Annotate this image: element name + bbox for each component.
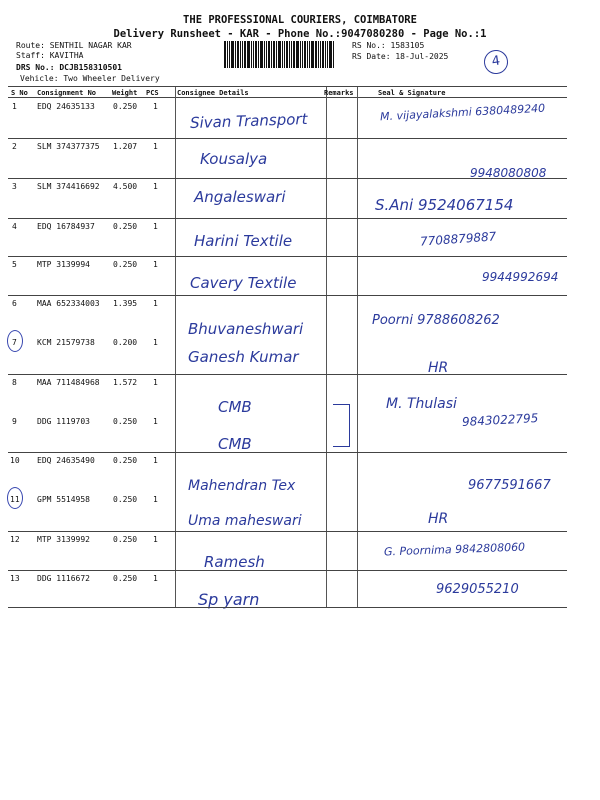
row-pcs: 1 (153, 182, 158, 191)
barcode-bar (240, 41, 241, 68)
row-pcs: 1 (153, 574, 158, 583)
row-consignment: MAA 711484968 (37, 378, 100, 387)
row-sno: 1 (12, 102, 17, 111)
row-weight: 0.250 (113, 222, 138, 231)
table-row (0, 413, 600, 453)
row-consignment: GPM 5514958 (37, 495, 90, 504)
row-weight: 0.200 (113, 338, 138, 347)
row-divider (8, 178, 567, 179)
row-sno: 5 (12, 260, 17, 269)
row-divider (8, 531, 567, 532)
row-consignee: Ramesh (204, 553, 265, 571)
row-divider (8, 570, 567, 571)
col-remarks: Remarks (324, 89, 354, 97)
row-consignment: SLM 374377375 (37, 142, 100, 151)
row-signature: M. vijayalakshmi 6380489240 (379, 101, 546, 124)
row-signature: 7708879887 (419, 229, 497, 249)
row-signature: HR (428, 511, 449, 527)
table-row (0, 295, 600, 338)
row-consignee: CMB (218, 398, 252, 416)
barcode-bar (284, 41, 285, 68)
row-signature: 9948080808 (470, 166, 547, 180)
barcode-bar (307, 41, 308, 68)
barcode-bar (309, 41, 310, 68)
row-sno: 13 (10, 574, 20, 583)
col-sno: S No (11, 89, 28, 97)
barcode (224, 41, 344, 68)
row-weight: 0.250 (113, 574, 138, 583)
rs-date-value: 18-Jul-2025 (395, 52, 449, 61)
staff-value: KAVITHA (49, 51, 84, 60)
row-consignee: Bhuvaneshwari (188, 320, 304, 338)
barcode-bar (278, 41, 281, 68)
row-consignment: DDG 1119703 (37, 417, 90, 426)
barcode-bar (315, 41, 317, 68)
row-sno: 6 (12, 299, 17, 308)
table-row (0, 531, 600, 571)
table-row (0, 334, 600, 374)
col-pcs: PCS (146, 89, 159, 97)
row-weight: 0.250 (113, 456, 138, 465)
barcode-bar (329, 41, 332, 68)
barcode-bar (296, 41, 299, 68)
row-weight: 1.395 (113, 299, 138, 308)
vehicle-value: Two Wheeler Delivery (63, 74, 160, 83)
row-weight: 1.572 (113, 378, 138, 387)
table-row (0, 98, 600, 138)
row-signature: 9843022795 (461, 411, 539, 429)
barcode-bar (311, 41, 314, 68)
barcode-bar (322, 41, 324, 68)
row-consignment: EDQ 24635133 (37, 102, 95, 111)
route-line: Route: SENTHIL NAGAR KAR (16, 41, 132, 50)
row-sno: 11 (10, 495, 20, 504)
table-row (0, 218, 600, 258)
barcode-bar (253, 41, 254, 68)
barcode-bar (304, 41, 306, 68)
vehicle-line: Vehicle: Two Wheeler Delivery (20, 74, 160, 83)
barcode-bar (251, 41, 252, 68)
row-signature: Poorni 9788608262 (372, 313, 500, 328)
row-pcs: 1 (153, 260, 158, 269)
row-consignee: CMB (218, 435, 252, 453)
barcode-bar (282, 41, 283, 68)
row-pcs: 1 (153, 102, 158, 111)
row-consignment: EDQ 24635490 (37, 456, 95, 465)
row-pcs: 1 (153, 378, 158, 387)
row-consignment: KCM 21579738 (37, 338, 95, 347)
row-divider (8, 295, 567, 296)
row-divider (8, 452, 567, 453)
barcode-bar (224, 41, 226, 68)
table-row (0, 374, 600, 414)
row-signature: G. Poornima 9842808060 (383, 540, 526, 559)
barcode-bar (247, 41, 250, 68)
table-row (0, 491, 600, 531)
row-signature: 9944992694 (482, 270, 559, 284)
table-row (0, 178, 600, 218)
staff-line: Staff: KAVITHA (16, 51, 84, 60)
barcode-bar (302, 41, 303, 68)
row-sno: 12 (10, 535, 20, 544)
barcode-bar (266, 41, 267, 68)
barcode-bar (264, 41, 265, 68)
barcode-bar (258, 41, 259, 68)
row-consignee: Harini Textile (194, 232, 293, 250)
row-divider (8, 218, 567, 219)
table-top-rule (8, 86, 567, 87)
row-weight: 0.250 (113, 260, 138, 269)
row-sno: 3 (12, 182, 17, 191)
row-sno: 8 (12, 378, 17, 387)
barcode-bar (231, 41, 234, 68)
rs-no-line: RS No.: 1583105 (352, 41, 425, 50)
table-row (0, 570, 600, 610)
row-signature: 9629055210 (436, 582, 519, 597)
barcode-bar (235, 41, 236, 68)
row-consignment: EDQ 16784937 (37, 222, 95, 231)
row-weight: 4.500 (113, 182, 138, 191)
table-row (0, 256, 600, 296)
row-pcs: 1 (153, 417, 158, 426)
barcode-bar (260, 41, 263, 68)
col-consignment: Consignment No (37, 89, 97, 97)
row-signature: S.Ani 9524067154 (375, 196, 514, 214)
row-consignment: MAA 652334003 (37, 299, 100, 308)
barcode-bar (318, 41, 319, 68)
barcode-bar (271, 41, 272, 68)
barcode-bar (291, 41, 292, 68)
row-pcs: 1 (153, 222, 158, 231)
row-consignee: Sivan Transport (189, 109, 308, 133)
bracket-mark (333, 404, 350, 447)
barcode-bar (242, 41, 243, 68)
row-consignee: Kousalya (200, 150, 268, 168)
page-mark: 4 (482, 48, 509, 75)
table-row (0, 452, 600, 492)
barcode-bar (325, 41, 326, 68)
row-consignee: Ganesh Kumar (188, 348, 299, 366)
row-signature: HR (428, 360, 449, 376)
barcode-bar (293, 41, 295, 68)
col-weight: Weight (112, 89, 138, 97)
row-divider (8, 374, 567, 375)
row-consignment: DDG 1116672 (37, 574, 90, 583)
table-bottom-rule (8, 607, 567, 608)
row-consignee: Mahendran Tex (188, 478, 296, 494)
barcode-bar (333, 41, 334, 68)
row-consignee: Uma maheswari (188, 513, 302, 529)
row-divider (8, 256, 567, 257)
row-signature: M. Thulasi (386, 396, 457, 412)
barcode-bar (229, 41, 230, 68)
row-signature: 9677591667 (468, 478, 551, 493)
barcode-bar (227, 41, 228, 68)
barcode-bar (320, 41, 321, 68)
row-sno: 2 (12, 142, 17, 151)
rs-date-line: RS Date: 18-Jul-2025 (352, 52, 449, 61)
drs-value: DCJB158310501 (59, 63, 122, 72)
row-pcs: 1 (153, 142, 158, 151)
row-weight: 0.250 (113, 495, 138, 504)
rs-no-value: 1583105 (390, 41, 425, 50)
row-weight: 0.250 (113, 535, 138, 544)
col-consignee: Consignee Details (177, 89, 249, 97)
route-value: SENTHIL NAGAR KAR (49, 41, 132, 50)
barcode-bar (327, 41, 328, 68)
barcode-bar (276, 41, 277, 68)
row-consignment: MTP 3139992 (37, 535, 90, 544)
row-consignee: Angaleswari (194, 188, 286, 206)
row-pcs: 1 (153, 456, 158, 465)
barcode-bar (289, 41, 290, 68)
row-divider (8, 138, 567, 139)
row-sno: 9 (12, 417, 17, 426)
barcode-bar (273, 41, 275, 68)
barcode-bar (244, 41, 246, 68)
barcode-bar (255, 41, 257, 68)
row-pcs: 1 (153, 495, 158, 504)
runsheet-title: Delivery Runsheet - KAR - Phone No.:9047080280 - Page No.:1 (113, 28, 487, 40)
row-consignee: Sp yarn (198, 590, 260, 609)
row-sno: 4 (12, 222, 17, 231)
row-consignee: Cavery Textile (190, 274, 297, 292)
row-sno: 10 (10, 456, 20, 465)
row-pcs: 1 (153, 299, 158, 308)
row-weight: 0.250 (113, 102, 138, 111)
barcode-bar (300, 41, 301, 68)
row-pcs: 1 (153, 338, 158, 347)
company-title: THE PROFESSIONAL COURIERS, COIMBATORE (183, 14, 417, 26)
barcode-bar (268, 41, 270, 68)
col-signature: Seal & Signature (378, 89, 446, 97)
drs-line: DRS No.: DCJB158310501 (16, 63, 122, 72)
row-pcs: 1 (153, 535, 158, 544)
row-weight: 1.207 (113, 142, 138, 151)
barcode-bar (286, 41, 288, 68)
row-consignment: SLM 374416692 (37, 182, 100, 191)
table-row (0, 138, 600, 178)
row-sno: 7 (12, 338, 17, 347)
row-weight: 0.250 (113, 417, 138, 426)
barcode-bar (237, 41, 239, 68)
row-consignment: MTP 3139994 (37, 260, 90, 269)
